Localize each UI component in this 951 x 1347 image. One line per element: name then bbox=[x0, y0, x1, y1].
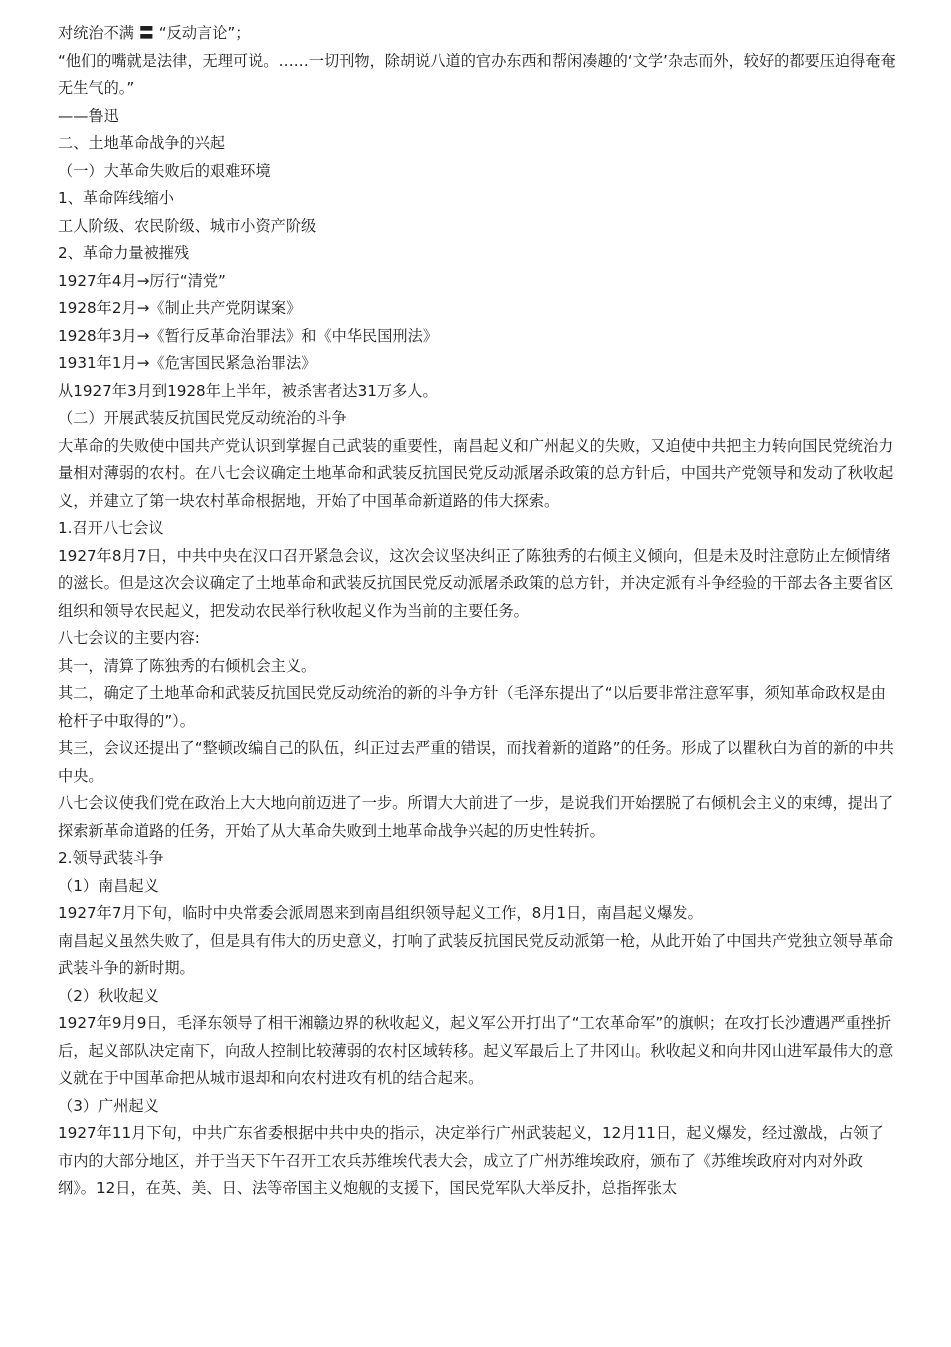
list-item: 其二，确定了土地革命和武装反抗国民党反动统治的新的斗争方针（毛泽东提出了“以后要非常注意军事，须知革命政权是由枪杆子中取得的”）。 bbox=[58, 684, 886, 730]
timeline-item: 1927年4月→厉行“清党” bbox=[58, 271, 226, 290]
text-line: 从1927年3月到1928年上半年，被杀害者达31万多人。 bbox=[58, 381, 438, 400]
quote-attribution: ——鲁迅 bbox=[58, 106, 119, 125]
paragraph: 1927年9月9日，毛泽东领导了相干湘赣边界的秋收起义，起义军公开打出了“工农革命军”的旗帜；在攻打长沙遭遇严重挫折后，起义部队决定南下，向敌人控制比较薄弱的农村区域转移。起义军最后上了井冈山。秋收起义和向井冈山进军最伟大的意义就在于中国革命把从城市退却和向农村进攻有机的结合起来。 bbox=[58, 1014, 894, 1087]
quote-lu-xun: “他们的嘴就是法律，无理可说。……一切刊物，除胡说八道的官办东西和帮闲凑趣的‘文学’杂志而外，较好的都要压迫得奄奄无生气的。” bbox=[58, 51, 896, 97]
timeline-item: 1928年3月→《暂行反革命治罪法》和《中华民国刑法》 bbox=[58, 326, 438, 345]
point-heading-1: 1、革命阵线缩小 bbox=[58, 189, 174, 207]
point-heading-2: 2、革命力量被摧残 bbox=[58, 244, 190, 262]
numbered-heading-2: 2.领导武装斗争 bbox=[58, 849, 164, 867]
paragraph: 1927年7月下旬，临时中央常委会派周恩来到南昌组织领导起义工作，8月1日，南昌起义爆发。 bbox=[58, 904, 703, 922]
text-line-reactionary-speech: 对统治不满 〓 “反动言论”； bbox=[58, 24, 251, 42]
paragraph: 1927年11月下旬，中共广东省委根据中共中央的指示，决定举行广州武装起义，12月11日，起义爆发，经过激战，占领了市内的大部分地区，并于当天下午召开工农兵苏维埃代表大会，成立了广州苏维埃政府，颁布了《苏维埃政府对内对外政纲》。12日，在英、美、日、法等帝国主义炮舰的支援下，国民党军队大举反扑，总指挥张太 bbox=[58, 1124, 884, 1197]
timeline-item: 1928年2月→《制止共产党阴谋案》 bbox=[58, 299, 302, 317]
paragraph: 大革命的失败使中国共产党认识到掌握自己武装的重要性，南昌起义和广州起义的失败，又迫使中共把主力转向国民党统治力量相对薄弱的农村。在八七会议确定土地革命和武装反抗国民党反动派屠杀政策的总方针后，中国共产党领导和发动了秋收起义，并建立了第一块农村革命根据地，开始了中国革命新道路的伟大探索。 bbox=[58, 436, 894, 510]
section-heading-2: 二、土地革命战争的兴起 bbox=[58, 134, 226, 152]
list-item: 其三，会议还提出了“整顿改编自己的队伍，纠正过去严重的错误，而找着新的道路”的任务。形成了以瞿秋白为首的新的中共中央。 bbox=[58, 739, 894, 785]
numbered-heading-1: 1.召开八七会议 bbox=[58, 519, 164, 537]
paragraph: 南昌起义虽然失败了，但是具有伟大的历史意义，打响了武装反抗国民党反动派第一枪，从此开始了中国共产党独立领导革命武装斗争的新时期。 bbox=[58, 931, 894, 977]
list-item: 其一，清算了陈独秀的右倾机会主义。 bbox=[58, 656, 317, 675]
item-heading-2: （2）秋收起义 bbox=[58, 986, 159, 1005]
timeline-item: 1931年1月→《危害国民紧急治罪法》 bbox=[58, 354, 317, 372]
document-page bbox=[58, 20, 898, 1203]
item-heading-3: （3）广州起义 bbox=[58, 1096, 159, 1115]
paragraph: 1927年8月7日，中共中央在汉口召开紧急会议，这次会议坚决纠正了陈独秀的右倾主义倾向，但是未及时注意防止左倾情绪的滋长。但是这次会议确定了土地革命和武装反抗国民党反动派屠杀政策的总方针，并决定派有斗争经验的干部去各主要省区组织和领导农民起义，把发动农民举行秋收起义作为当前的主要任务。 bbox=[58, 546, 894, 620]
text-line: 工人阶级、农民阶级、城市小资产阶级 bbox=[58, 216, 317, 235]
paragraph: 八七会议使我们党在政治上大大地向前迈进了一步。所谓大大前进了一步，是说我们开始摆脱了右倾机会主义的束缚，提出了探索新革命道路的任务，开始了从大革命失败到土地革命战争兴起的历史性转折。 bbox=[58, 794, 894, 840]
text-line: 八七会议的主要内容: bbox=[58, 629, 200, 647]
item-heading-1: （1）南昌起义 bbox=[58, 876, 159, 895]
subsection-heading-2: （二）开展武装反抗国民党反动统治的斗争 bbox=[58, 409, 347, 427]
subsection-heading-1: （一）大革命失败后的艰难环境 bbox=[58, 161, 271, 180]
